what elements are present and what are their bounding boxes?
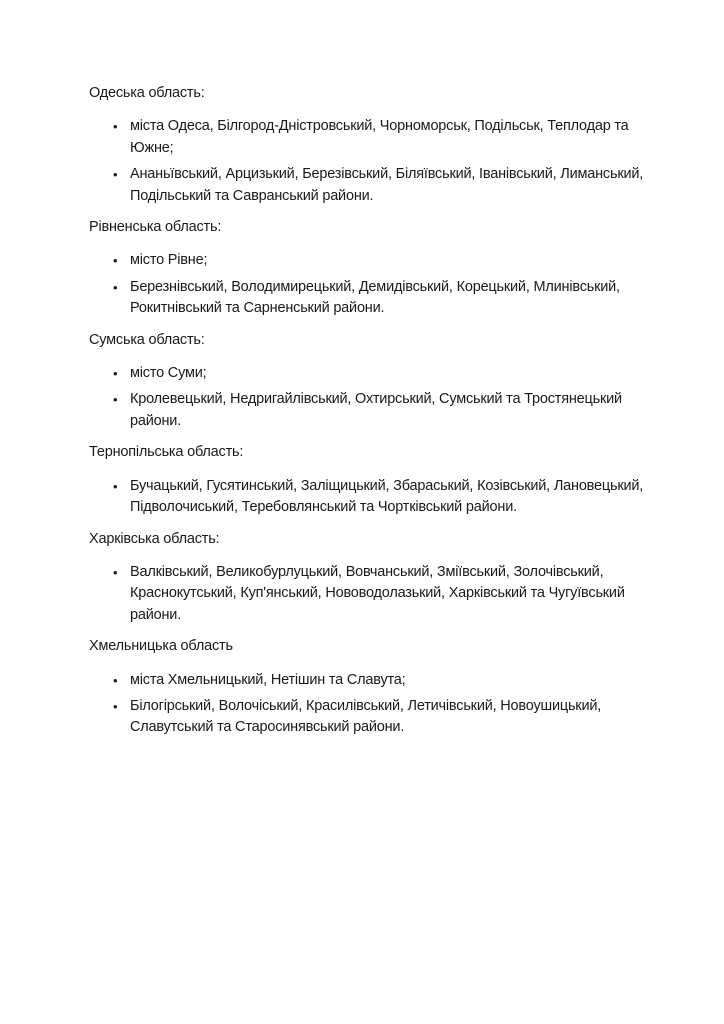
list-item-text: міста Хмельницький, Нетішин та Славута; (130, 671, 406, 688)
list-item (113, 363, 667, 384)
list-item-text: Кролевецький, Недригайлівський, Охтирський, Сумський та Тростянецький райони. (130, 391, 622, 429)
district-list (89, 116, 667, 207)
bullet-icon: • (113, 564, 118, 580)
list-item-text: місто Рівне; (130, 252, 208, 269)
oblast-section (89, 217, 667, 320)
list-item-text: місто Суми; (130, 365, 207, 382)
list-item-text: Ананьївський, Арцизький, Березівський, Біляївський, Іванівський, Лиманський, Подільський та Савранський райони. (130, 166, 644, 204)
bullet-icon: • (113, 672, 118, 688)
district-list (89, 476, 667, 519)
list-item (113, 277, 667, 320)
bullet-icon: • (113, 366, 118, 382)
oblast-heading: Тернопільська область: (89, 444, 244, 461)
bullet-icon: • (113, 698, 118, 714)
oblast-section (89, 83, 667, 207)
oblast-heading: Хмельницька область (89, 638, 233, 655)
list-item-text: Березнівський, Володимирецький, Демидівський, Корецький, Млинівський, Рокитнівський та Сарненський райони. (130, 278, 620, 317)
oblast-heading: Одеська область: (89, 85, 205, 101)
oblast-heading: Харківська область: (89, 530, 220, 547)
bullet-icon: • (113, 119, 118, 135)
oblast-heading: Сумська область: (89, 331, 205, 348)
oblast-section (89, 330, 667, 433)
list-item-text: міста Одеса, Білгород-Дністровський, Чорноморськ, Подільськ, Теплодар та Южне; (130, 118, 629, 156)
oblast-heading: Рівненська область: (89, 219, 222, 236)
oblast-section (89, 636, 667, 739)
list-item-text: Білогірський, Волочіський, Красилівський, Летичівський, Новоушицький, Славутський та Старосинявський райони. (130, 697, 602, 736)
list-item (113, 250, 667, 271)
list-item (113, 476, 667, 519)
list-item-text: Бучацький, Гусятинський, Заліщицький, Збараський, Козівський, Лановецький, Підволочиський, Теребовлянський та Чортківський райони. (130, 477, 644, 516)
list-item (113, 116, 667, 159)
list-item (113, 670, 667, 691)
bullet-icon: • (113, 253, 118, 269)
list-item (113, 164, 667, 207)
bullet-icon: • (113, 392, 118, 408)
list-item (113, 562, 667, 626)
oblast-section (89, 529, 667, 627)
document-page (89, 83, 667, 749)
district-list (89, 670, 667, 739)
district-list (89, 250, 667, 319)
district-list (89, 363, 667, 432)
list-item-text: Валківський, Великобурлуцький, Вовчанський, Зміївський, Золочівський, Краснокутський, Куп'янський, Нововодолазький, Харківський та Чугуївський райони. (130, 563, 625, 623)
bullet-icon: • (113, 167, 118, 183)
district-list (89, 562, 667, 626)
oblast-section (89, 442, 667, 518)
bullet-icon: • (113, 279, 118, 295)
bullet-icon: • (113, 478, 118, 494)
list-item (113, 389, 667, 432)
list-item (113, 696, 667, 739)
